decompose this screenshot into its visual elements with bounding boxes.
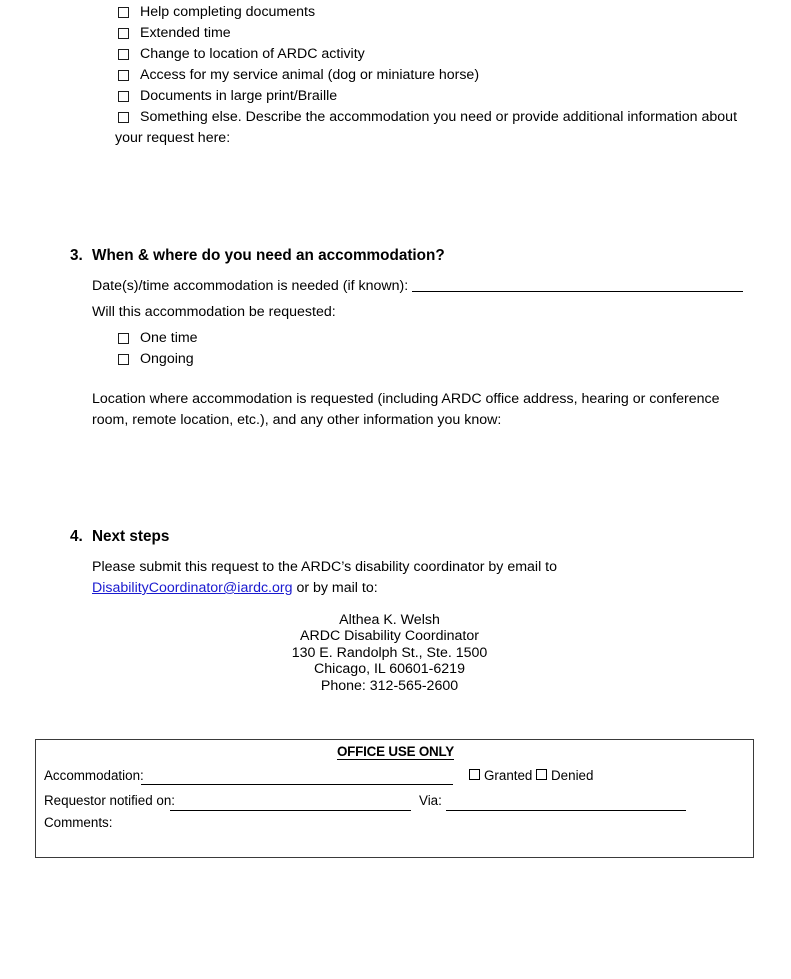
location-question (92, 389, 752, 431)
office-comments-input[interactable] (44, 834, 744, 854)
office-accommodation-input[interactable] (141, 784, 453, 785)
checkbox-icon[interactable] (118, 49, 129, 60)
checkbox-icon[interactable] (118, 91, 129, 102)
section-3-heading (70, 246, 445, 266)
location-question-line2: remote location, etc.), and any other information you know: (132, 412, 502, 428)
location-question-line1: Location where accommodation is requested (including ARDC office address, hearing or conference room, (92, 391, 720, 428)
denied-checkbox-icon[interactable] (536, 769, 547, 780)
checkbox-item-change-location[interactable] (115, 44, 755, 65)
office-comments-label: Comments: (44, 815, 113, 830)
checkbox-label: Documents in large print/Braille (140, 88, 338, 104)
date-time-input[interactable] (412, 291, 743, 292)
submit-instruction-line2 (92, 578, 378, 599)
granted-label: Granted (484, 768, 533, 783)
denied-label: Denied (551, 768, 594, 783)
office-use-only-title: OFFICE USE ONLY (336, 744, 455, 759)
checkbox-label: Access for my service animal (dog or miniature horse) (140, 67, 480, 83)
checkbox-item-extended-time[interactable] (115, 23, 755, 44)
checkbox-label-line1: Something else. Describe the accommodation you need or provide additional information about (140, 109, 738, 125)
checkbox-icon[interactable] (118, 333, 129, 344)
checkbox-item-something-else[interactable] (115, 107, 755, 149)
address-line-phone: Phone: 312-565-2600 (320, 677, 459, 694)
address-line-street: 130 E. Randolph St., Ste. 1500 (291, 644, 488, 661)
section-4-number: 4. (70, 528, 83, 545)
checkbox-icon[interactable] (118, 70, 129, 81)
submit-instruction-tail: or by mail to: (292, 580, 378, 596)
address-line-city: Chicago, IL 60601-6219 (314, 661, 465, 678)
checkbox-label: Ongoing (140, 351, 194, 367)
section-4-title: Next steps (92, 528, 170, 545)
checkbox-label-line2: your request here: (115, 130, 231, 146)
checkbox-item-service-animal[interactable] (115, 65, 755, 86)
section-3-title: When & where do you need an accommodation? (92, 247, 445, 264)
date-time-label: Date(s)/time accommodation is needed (if known): (92, 278, 409, 294)
frequency-options-group (115, 328, 415, 370)
location-answer-area[interactable] (92, 430, 747, 500)
checkbox-icon[interactable] (118, 112, 129, 123)
office-notified-input[interactable] (170, 810, 411, 811)
disability-coordinator-email-link[interactable]: DisabilityCoordinator@iardc.org (92, 580, 293, 596)
office-notified-label: Requestor notified on: (44, 793, 176, 808)
section-4-heading (70, 527, 169, 547)
address-line-title: ARDC Disability Coordinator (300, 628, 479, 645)
checkbox-item-large-print-braille[interactable] (115, 86, 755, 107)
office-via-input[interactable] (446, 810, 686, 811)
checkbox-item-ongoing[interactable] (115, 349, 415, 370)
checkbox-item-one-time[interactable] (115, 328, 415, 349)
checkbox-icon[interactable] (118, 7, 129, 18)
office-via-label: Via: (419, 793, 442, 808)
section-3-number: 3. (70, 247, 83, 264)
granted-checkbox-icon[interactable] (469, 769, 480, 780)
checkbox-label: Extended time (140, 25, 231, 41)
checkbox-label: Change to location of ARDC activity (140, 46, 365, 62)
mailing-address-block (92, 612, 687, 694)
checkbox-icon[interactable] (118, 354, 129, 365)
checkbox-label: One time (140, 330, 198, 346)
submit-instruction-line1: Please submit this request to the ARDC’s disability coordinator by email to (92, 559, 557, 575)
accommodation-options-list (115, 2, 755, 149)
office-use-only-box (35, 739, 754, 858)
checkbox-icon[interactable] (118, 28, 129, 39)
frequency-question-label: Will this accommodation be requested: (92, 304, 336, 320)
checkbox-label: Help completing documents (140, 4, 316, 20)
checkbox-item-help-completing-documents[interactable] (115, 2, 755, 23)
address-line-name: Althea K. Welsh (339, 612, 440, 628)
office-accommodation-label: Accommodation: (44, 768, 144, 783)
